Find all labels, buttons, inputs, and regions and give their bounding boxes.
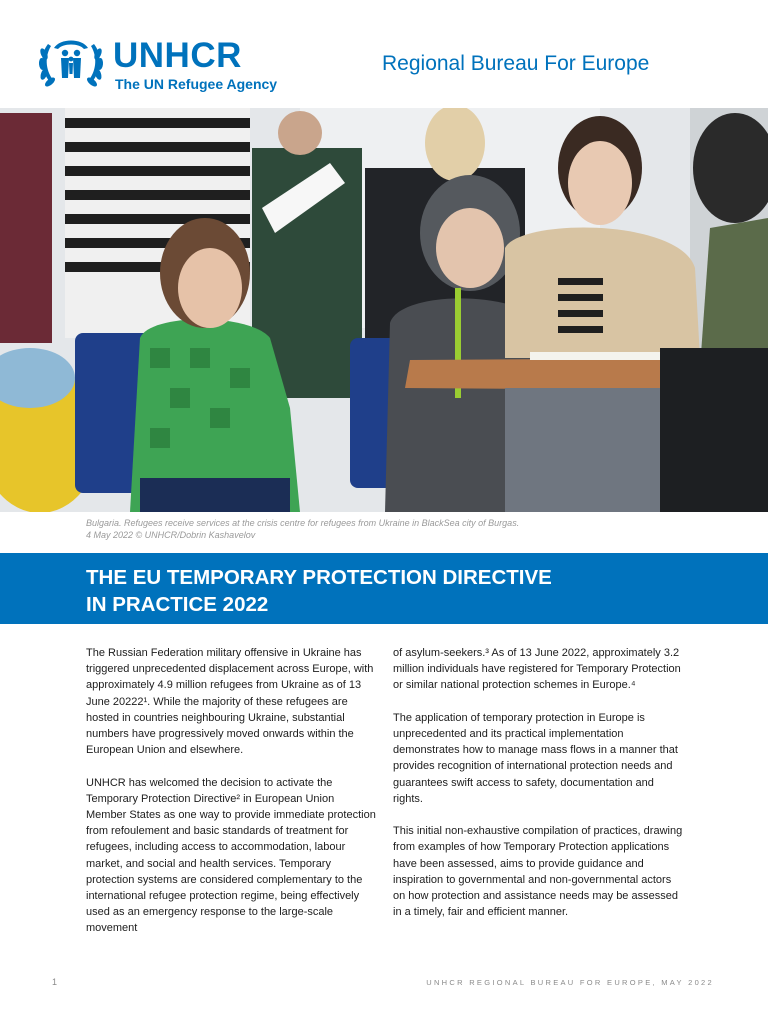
photo-caption <box>86 517 519 541</box>
body-paragraph: UNHCR has welcomed the decision to activate the Temporary Protection Directive² in European Union Member States as one way to provide immediate protection from refoulement and basic standards of treatment for refugees, including access to accommodation, labour market, and social and health services. Temporary protection systems are considered complementary to the international refugee protection regime, being effectively used as an emergency response to the large-scale movement <box>86 776 376 935</box>
body-paragraph: The Russian Federation military offensive in Ukraine has triggered unprecedented displacement across Europe, with approximately 4.9 million refugees from Ukraine as of 13 June 20222¹. While the majority of these refugees are hosted in countries neighbouring Ukraine, substantial numbers have progressively moved onwards within the European Union and elsewhere. <box>86 647 374 757</box>
body-paragraph: of asylum-seekers.³ As of 13 June 2022, approximately 3.2 million individuals have registered for Temporary Protection or similar national protection schemes in Europe.⁴ <box>393 647 681 692</box>
body-column-left <box>86 645 376 953</box>
footer-text: UNHCR REGIONAL BUREAU FOR EUROPE, MAY 2022 <box>426 978 714 987</box>
bureau-title: Regional Bureau For Europe <box>382 52 650 75</box>
title-line-1: THE EU TEMPORARY PROTECTION DIRECTIVE <box>86 566 552 589</box>
logo-wordmark: UNHCR <box>113 36 242 75</box>
photo-illustration <box>0 108 768 512</box>
unhcr-emblem-icon <box>38 36 104 90</box>
document-title <box>86 564 706 618</box>
page-header <box>0 0 768 108</box>
title-band <box>0 553 768 624</box>
page-number: 1 <box>52 977 58 987</box>
caption-line-1: Bulgaria. Refugees receive services at the crisis centre for refugees from Ukraine in BlackSea city of Burgas. <box>86 518 520 528</box>
logo-tagline: The UN Refugee Agency <box>115 76 278 92</box>
hero-photo <box>0 108 768 512</box>
title-line-2: IN PRACTICE 2022 <box>86 593 269 616</box>
body-paragraph: The application of temporary protection in Europe is unprecedented and its practical implementation demonstrates how to manage mass flows in a manner that provides recognition of international protection needs and guarantees swift access to safety, documentation and rights. <box>393 711 678 805</box>
body-column-right <box>393 645 683 937</box>
caption-line-2: 4 May 2022 © UNHCR/Dobrin Kashavelov <box>86 530 256 540</box>
body-paragraph: This initial non-exhaustive compilation of practices, drawing from examples of how Temporary Protection applications have been assessed, aims to provide guidance and inspiration to governmental and non-governmental actors on how protection and assistance needs may be assessed in a timely, fair and efficient manner. <box>393 825 683 919</box>
unhcr-logo <box>38 36 278 94</box>
